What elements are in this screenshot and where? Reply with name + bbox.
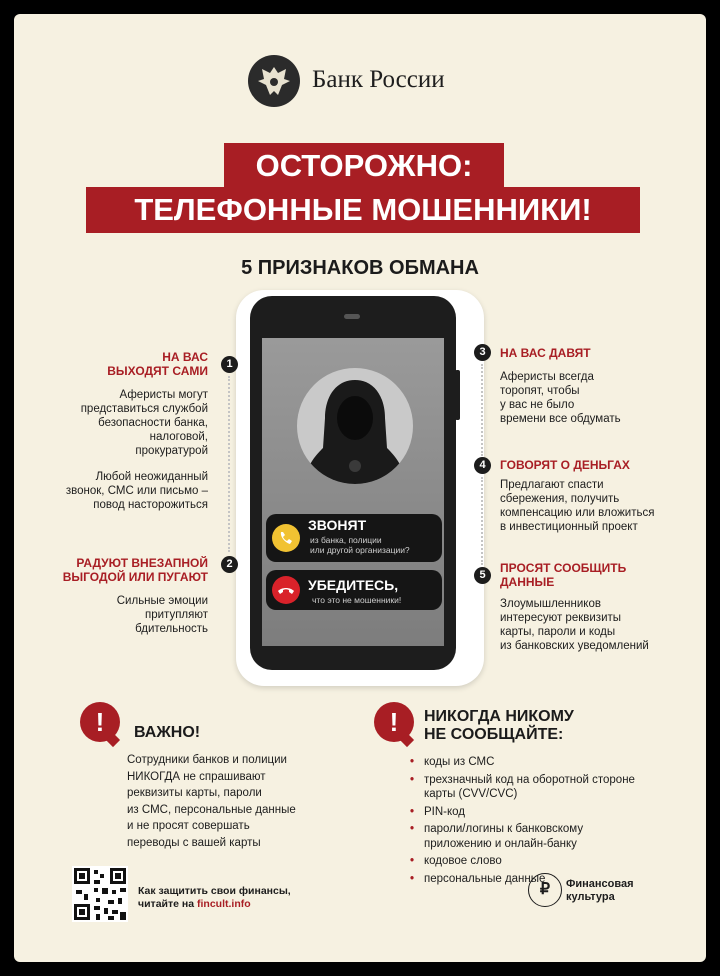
phone-side-button	[455, 370, 460, 420]
sign-1	[8, 350, 208, 512]
connector-right-1	[481, 364, 483, 456]
sign-4-line: в инвестиционный проект	[500, 521, 638, 533]
connector-left	[228, 376, 230, 552]
answer-call-icon[interactable]	[272, 524, 300, 552]
important-line: из СМС, персональные данные	[127, 803, 296, 816]
sign-2-line: Сильные эмоции	[116, 595, 208, 607]
sign-number-1: 1	[221, 356, 238, 373]
important-line: НИКОГДА не спрашивают	[127, 770, 266, 783]
phone-speaker	[344, 314, 360, 319]
check-title: УБЕДИТЕСЬ,	[308, 577, 399, 593]
sign-1-line: представиться службой	[80, 403, 208, 415]
never-list-wrap	[410, 755, 640, 889]
never-item: • трехзначный код на оборотной стороне карты (CVV/CVC)	[410, 773, 640, 802]
sign-3-line: времени все обдумать	[500, 413, 621, 425]
ruble-icon: ₽	[528, 873, 562, 907]
sign-4	[500, 458, 700, 534]
sign-1-extra: повод насторожиться	[93, 499, 208, 511]
sign-4-line: Предлагают спасти	[500, 479, 604, 491]
sign-1-title-2: ВЫХОДЯТ САМИ	[107, 364, 208, 378]
never-list	[410, 755, 640, 886]
sign-5-title-2: ДАННЫЕ	[500, 575, 555, 589]
never-item: • кодовое слово	[410, 854, 640, 869]
sign-2-title-1: РАДУЮТ ВНЕЗАПНОЙ	[76, 556, 208, 570]
call-sub-1: из банка, полиции	[310, 535, 382, 545]
sign-1-line: прокуратурой	[135, 445, 208, 457]
sign-5-line: Злоумышленников	[500, 598, 601, 610]
sign-1-extra: Любой неожиданный	[95, 471, 208, 483]
hooded-scammer-icon	[297, 368, 413, 484]
footer-prefix: читайте на	[138, 898, 197, 910]
important-line: переводы с вашей карты	[127, 836, 261, 849]
sign-3-title: НА ВАС ДАВЯТ	[500, 346, 591, 360]
sign-5-line: интересуют реквизиты	[500, 612, 622, 624]
never-item: • персональные данные	[410, 872, 640, 887]
call-sub-2: или другой организации?	[310, 545, 410, 555]
sign-2	[8, 556, 208, 636]
sign-3-line: торопят, чтобы	[500, 385, 580, 397]
never-item: • коды из СМС	[410, 755, 640, 770]
warning-icon: !	[374, 702, 414, 742]
sign-3-line: Аферисты всегда	[500, 371, 594, 383]
sign-2-line: бдительность	[135, 623, 208, 635]
never-title-2: НЕ СООБЩАЙТЕ:	[424, 726, 564, 743]
sign-3-line: у вас не было	[500, 399, 575, 411]
banner-line-2: ТЕЛЕФОННЫЕ МОШЕННИКИ!	[86, 187, 640, 233]
fincult-link[interactable]: fincult.info	[197, 898, 251, 910]
important-title: ВАЖНО!	[134, 724, 201, 741]
sign-5-line: из банковских уведомлений	[500, 640, 649, 652]
warning-icon: !	[80, 702, 120, 742]
sign-4-line: сбережения, получить	[500, 493, 620, 505]
sign-number-4: 4	[474, 457, 491, 474]
never-item: • PIN-код	[410, 805, 640, 820]
important-line: реквизиты карты, пароли	[127, 787, 262, 799]
footer-line-1: Как защитить свои финансы,	[138, 885, 291, 897]
fc-line-2: культура	[566, 891, 615, 903]
never-item: • пароли/логины к банковскому приложению и онлайн-банку	[410, 822, 640, 851]
subtitle: 5 ПРИЗНАКОВ ОБМАНА	[241, 257, 479, 279]
sign-4-title: ГОВОРЯТ О ДЕНЬГАХ	[500, 458, 630, 472]
sign-5-title-1: ПРОСЯТ СООБЩИТЬ	[500, 561, 627, 575]
decline-call-icon[interactable]	[272, 576, 300, 604]
sign-number-3: 3	[474, 344, 491, 361]
connector-right-2	[481, 477, 483, 565]
fc-line-1: Финансовая	[566, 878, 634, 890]
important-line: Сотрудники банков и полиции	[127, 754, 287, 766]
banner-line-1: ОСТОРОЖНО:	[224, 143, 504, 189]
sign-5-line: карты, пароли и коды	[500, 626, 616, 638]
important-text	[127, 752, 357, 851]
footer-line-2	[138, 898, 291, 911]
sign-2-line: притупляют	[145, 609, 208, 621]
footer-text	[138, 885, 291, 911]
sign-1-extra: звонок, СМС или письмо –	[65, 485, 208, 497]
sign-1-title-1: НА ВАС	[162, 350, 208, 364]
check-sub: что это не мошенники!	[312, 595, 402, 605]
qr-code[interactable]	[72, 866, 128, 922]
sign-5	[500, 561, 700, 653]
important-line: и не просят совершать	[127, 820, 250, 832]
sign-1-line: Аферисты могут	[119, 389, 208, 401]
sign-4-line: компенсацию или вложиться	[500, 507, 655, 519]
sign-2-title-2: ВЫГОДОЙ ИЛИ ПУГАЮТ	[62, 570, 208, 584]
call-title: ЗВОНЯТ	[308, 517, 367, 533]
sign-number-2: 2	[221, 556, 238, 573]
sign-3	[500, 346, 690, 426]
sign-number-5: 5	[474, 567, 491, 584]
sign-1-line: налоговой,	[149, 431, 208, 443]
fc-logo-text	[566, 878, 634, 904]
double-headed-eagle-icon	[248, 55, 300, 107]
never-title-1: НИКОГДА НИКОМУ	[424, 708, 574, 725]
brand-name: Банк России	[312, 66, 445, 93]
sign-1-line: безопасности банка,	[98, 417, 208, 429]
